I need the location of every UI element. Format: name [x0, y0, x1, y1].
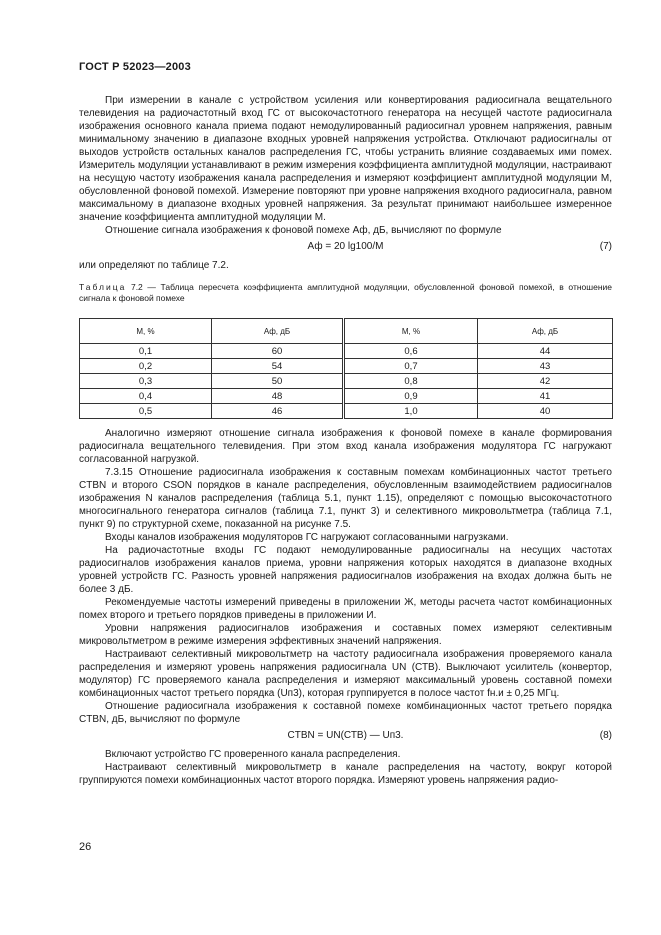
table-cell: 0,4: [80, 389, 212, 404]
paragraph-7-3-15: 7.3.15 Отношение радиосигнала изображения к составным помехам комбинационных частот третьего CTBN и второго CSON порядков в канале распределения, обусловленным взаимодействием радиосигналов изображения N каналов распределения (таблица 5.1, пункт 1.15), определяют с помощью высокочастотного многосигнального генератора сигналов (таблица 7.1, пункт 3) и селективного микровольтметра (таблица 7.1, пункт 9) по структурной схеме, показанной на рисунке 7.5.: [79, 467, 612, 530]
formula-7: [79, 239, 612, 256]
document-header: ГОСТ Р 52023—2003: [79, 61, 191, 73]
table-cell: 50: [212, 374, 344, 389]
table-row: [80, 359, 613, 374]
formula-8-text: CTBN = UN(СТВ) — Uп3.: [287, 730, 404, 741]
paragraph-formula8-intro: Отношение радиосигнала изображения к составной помехе комбинационных частот третьего порядка CTBN, дБ, вычисляют по формуле: [79, 701, 612, 725]
table-cell: 40: [478, 404, 613, 419]
table-row: [80, 404, 613, 419]
table-row: [80, 344, 613, 359]
paragraph-inputs: Входы каналов изображения модуляторов ГС нагружают согласованными нагрузками.: [105, 532, 509, 543]
paragraph-table-ref: или определяют по таблице 7.2.: [79, 260, 229, 271]
formula-7-number: (7): [599, 241, 612, 252]
page-number: 26: [79, 841, 92, 853]
table-caption-text: 7.2 — Таблица пересчета коэффициента амплитудной модуляции, обусловленной фоновой помехой, в отношение сигнала к фоновой помехе: [79, 282, 612, 303]
table-cell: 0,9: [344, 389, 478, 404]
formula-8-number: (8): [599, 730, 612, 741]
table-cell: 43: [478, 359, 613, 374]
paragraph-rf-inputs: На радиочастотные входы ГС подают немодулированные радиосигналы на несущих частотах радиосигналов изображения каналов приема, уровни напряжения которых находятся в диапазоне входных уровней устройств ГС. Разность уровней напряжения радиосигналов изображения на входах должна быть не более 3 дБ.: [79, 545, 612, 595]
document-body: [79, 94, 612, 787]
table-cell: 0,7: [344, 359, 478, 374]
table-cell: 41: [478, 389, 613, 404]
paragraph-formula7-intro: Отношение сигнала изображения к фоновой помехе Аф, дБ, вычисляют по формуле: [105, 225, 502, 236]
table-cell: 60: [212, 344, 344, 359]
paragraph-frequencies: Рекомендуемые частоты измерений приведены в приложении Ж, методы расчета частот комбинационных помех второго и третьего порядков приведены в приложении И.: [79, 597, 612, 621]
formula-8: [79, 728, 612, 745]
paragraph-second-order: Настраивают селективный микровольтметр в канале распределения на частоту, вокруг которой группируются помехи комбинационных частот второго порядка. Измеряют уровень напряжения радио-: [79, 762, 612, 786]
paragraph-levels: Уровни напряжения радиосигналов изображения и составных помех измеряют селективным микровольтметром в режиме измерения эффективных значений напряжения.: [79, 623, 612, 647]
table-row: [80, 374, 613, 389]
table-cell: 0,6: [344, 344, 478, 359]
table-cell: 48: [212, 389, 344, 404]
table-caption-label: Таблица: [79, 282, 127, 292]
conversion-table: [79, 318, 613, 419]
table-cell: 42: [478, 374, 613, 389]
paragraph-analogous: Аналогично измеряют отношение сигнала изображения к фоновой помехе в канале формирования радиосигнала вещательного телевидения. При этом вход канала изображения модулятора ГС нагружают согласованной нагрузкой.: [79, 428, 612, 465]
paragraph-measurement: При измерении в канале с устройством усиления или конвертирования радиосигнала вещательного телевидения на радиочастотный вход ГС от высокочастотного генератора на несущей частоте радиосигнала изображения основного канала приема подают немодулированный радиосигнал уровнем напряжения, равным минимальному значению в диапазоне входных уровней напряжения устройства. Отключают радиосигналы от выходов устройств остальных каналов распределения ГС, чтобы устранить влияние создаваемых ими помех. Измеритель модуляции устанавливают в режим измерения коэффициента амплитудной модуляции, настраивают на несущую частоту изображения канала распределения и измеряют коэффициент амплитудной модуляции М, обусловленной фоновой помехой. Измерение повторяют при уровне напряжения входного радиосигнала, равном максимальному в диапазоне входных уровней напряжения. За результат принимают наибольшее измеренное значение коэффициента амплитудной модуляции М.: [79, 95, 612, 223]
table-cell: 44: [478, 344, 613, 359]
header-a-1: Aф, дБ: [212, 319, 344, 344]
paragraph-tuning: Настраивают селективный микровольтметр на частоту радиосигнала изображения проверяемого канала распределения и измеряют уровень напряжения радиосигнала UN (СТВ). Выключают усилитель (конвертор, модулятор) ГС проверяемого канала распределения и измеряют максимальный уровень составной помехи комбинационных частот третьего порядка (Uп3), которая группируется в полосе частот fн.и ± 0,25 МГц.: [79, 649, 612, 699]
table-cell: 0,1: [80, 344, 212, 359]
table-cell: 46: [212, 404, 344, 419]
table-caption: [79, 282, 612, 304]
paragraph-switch-on: Включают устройство ГС проверенного канала распределения.: [105, 749, 401, 760]
table-cell: 0,2: [80, 359, 212, 374]
header-a-2: Aф, дБ: [478, 319, 613, 344]
table-cell: 0,8: [344, 374, 478, 389]
table-cell: 0,5: [80, 404, 212, 419]
table-cell: 0,3: [80, 374, 212, 389]
table-row: [80, 389, 613, 404]
formula-7-text: Аф = 20 lg100/M: [307, 241, 384, 252]
table-cell: 54: [212, 359, 344, 374]
header-m-1: M, %: [80, 319, 212, 344]
table-cell: 1,0: [344, 404, 478, 419]
table-header-row: [80, 319, 613, 344]
header-m-2: M, %: [344, 319, 478, 344]
